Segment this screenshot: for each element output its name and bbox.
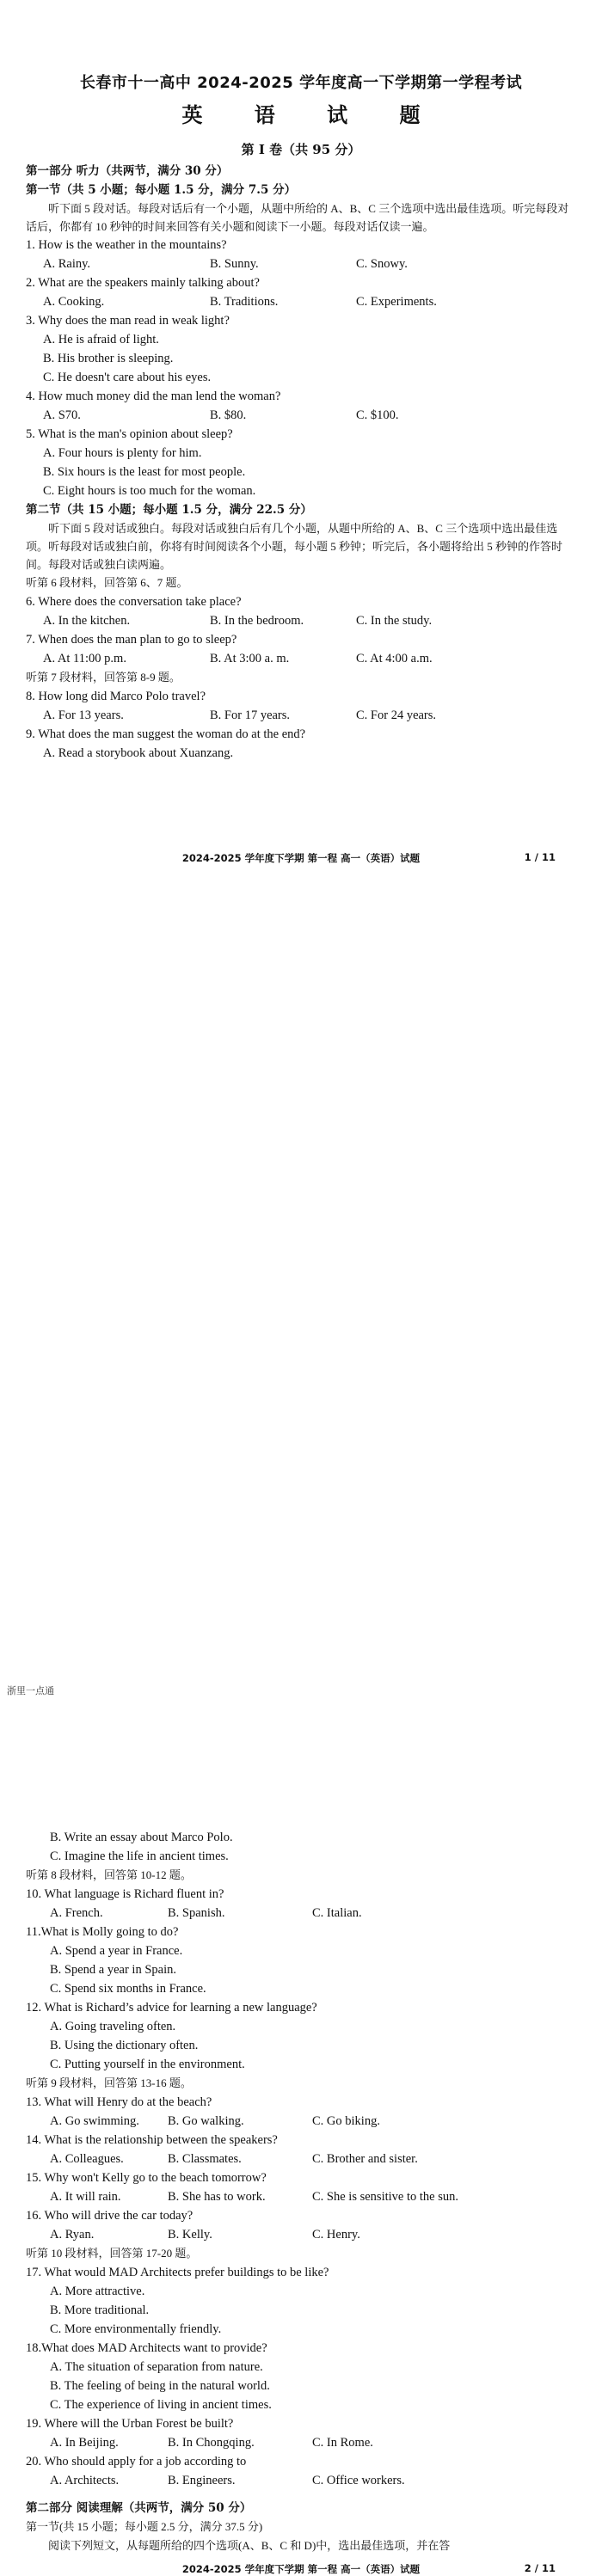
question: 10. What language is Richard fluent in? <box>26 1887 224 1901</box>
option-a: A. Read a storybook about Xuanzang. <box>43 746 234 760</box>
question: 18.What does MAD Architects want to provide? <box>26 2341 267 2355</box>
option-b: B. Spend a year in Spain. <box>50 1963 176 1977</box>
part2-instructions: 阅读下列短文，从每题所给的四个选项(A、B、C 和 D)中，选出最佳选项，并在答 <box>48 2539 451 2552</box>
question: 13. What will Henry do at the beach? <box>26 2095 212 2109</box>
option-b: B. Write an essay about Marco Polo. <box>50 1831 233 1844</box>
option-c: C. $100. <box>356 408 399 422</box>
part1-section2-heading: 第二节（共 15 小题；每小题 1.5 分，满分 22.5 分） <box>26 503 312 517</box>
option-c: C. Italian. <box>312 1906 362 1920</box>
option-a: A. Cooking. <box>43 295 105 309</box>
option-c: C. Henry. <box>312 2228 360 2242</box>
footer-text: 2024-2025 学年度下学期 第一程 高一（英语）试题 <box>181 852 421 864</box>
option-b: B. Spanish. <box>168 1906 225 1920</box>
option-a: A. More attractive. <box>50 2285 145 2298</box>
question: 1. How is the weather in the mountains? <box>26 238 227 252</box>
option-c: C. Putting yourself in the environment. <box>50 2058 245 2071</box>
page-number: 1 / 11 <box>524 851 556 863</box>
page-footer <box>26 2562 576 2576</box>
option-c: C. At 4:00 a.m. <box>356 652 433 665</box>
option-a: A. In the kitchen. <box>43 614 131 628</box>
question: 16. Who will drive the car today? <box>26 2209 194 2223</box>
option-row <box>26 292 576 311</box>
option-a: A. Ryan. <box>50 2228 95 2242</box>
option-a: A. In Beijing. <box>50 2436 119 2450</box>
option-a: A. Go swimming. <box>50 2114 139 2128</box>
question: 2. What are the speakers mainly talking about? <box>26 276 260 290</box>
option-b: B. Using the dictionary often. <box>50 2039 199 2052</box>
material-note: 听第 6 段材料，回答第 6、7 题。 <box>26 576 188 589</box>
option-c: C. More environmentally friendly. <box>50 2322 222 2336</box>
part1-section1-heading: 第一节（共 5 小题；每小题 1.5 分，满分 7.5 分） <box>26 183 297 197</box>
option-a: A. He is afraid of light. <box>43 333 159 347</box>
option-c: C. Go biking. <box>312 2114 380 2128</box>
option-b: B. Traditions. <box>210 295 279 309</box>
option-c: C. In the study. <box>356 614 433 628</box>
option-c: C. Eight hours is too much for the woman. <box>43 484 256 498</box>
option-b: B. In the bedroom. <box>210 614 304 628</box>
option-row <box>26 2187 576 2206</box>
option-b: B. More traditional. <box>50 2303 150 2317</box>
option-b: B. Sunny. <box>210 257 259 271</box>
option-b: B. At 3:00 a. m. <box>210 652 290 665</box>
option-row <box>26 2112 576 2131</box>
material-note: 听第 7 段材料，回答第 8-9 题。 <box>26 671 181 684</box>
option-row <box>26 255 576 273</box>
question: 11.What is Molly going to do? <box>26 1925 179 1939</box>
option-c: C. In Rome. <box>312 2436 373 2450</box>
option-c: C. He doesn't care about his eyes. <box>43 371 212 384</box>
part2-heading: 第二部分 阅读理解（共两节，满分 50 分） <box>26 2501 252 2515</box>
page-number: 2 / 11 <box>524 2562 556 2574</box>
option-row <box>26 1904 576 1923</box>
option-b: B. Six hours is the least for most people. <box>43 465 246 479</box>
option-row <box>26 611 576 630</box>
option-c: C. Snowy. <box>356 257 408 271</box>
option-b: B. Classmates. <box>168 2152 242 2166</box>
option-a: A. Four hours is plenty for him. <box>43 446 202 460</box>
option-a: A. French. <box>50 1906 103 1920</box>
exam-page-1 <box>0 0 602 894</box>
question: 12. What is Richard’s advice for learning a new language? <box>26 2001 317 2015</box>
option-a: A. Rainy. <box>43 257 91 271</box>
part2-section1-heading: 第一节(共 15 小题；每小题 2.5 分，满分 37.5 分) <box>26 2520 263 2533</box>
option-c: C. Spend six months in France. <box>50 1982 206 1996</box>
option-b: B. The feeling of being in the natural world. <box>50 2379 270 2393</box>
option-b: B. Engineers. <box>168 2474 236 2487</box>
material-note: 听第 8 段材料，回答第 10-12 题。 <box>26 1868 192 1881</box>
option-row <box>26 2225 576 2244</box>
option-c: C. The experience of living in ancient times. <box>50 2398 272 2412</box>
option-row <box>26 2433 576 2452</box>
question: 14. What is the relationship between the speakers? <box>26 2133 278 2147</box>
section1-instructions: 听下面 5 段对话。每段对话后有一个小题，从题中所给的 A、B、C 三个选项中选出最佳选项。听完每段对话后，你都有 10 秒钟的时间来回答有关小题和阅读下一小题。每段对话仅读一遍。 <box>26 202 569 233</box>
page-1-content <box>26 71 576 763</box>
option-row <box>26 2471 576 2490</box>
section2-instructions: 听下面 5 段对话或独白。每段对话或独白后有几个小题，从题中所给的 A、B、C 三个选项中选出最佳选项。听每段对话或独白前，你将有时间阅读各个小题，每小题 5 秒钟；听完后，各小题将给出 5 秒钟的作答时间。每段对话或独白读两遍。 <box>26 522 563 571</box>
option-c: C. Office workers. <box>312 2474 405 2487</box>
exam-page-2 <box>0 894 602 2575</box>
question: 6. Where does the conversation take place? <box>26 595 242 609</box>
exam-title: 长春市十一高中 2024-2025 学年度高一下学期第一学程考试 <box>79 74 523 92</box>
question: 8. How long did Marco Polo travel? <box>26 690 206 703</box>
option-b: B. For 17 years. <box>210 708 291 722</box>
volume-heading: 第 I 卷（共 95 分） <box>241 142 361 157</box>
option-a: A. At 11:00 p.m. <box>43 652 126 665</box>
question: 17. What would MAD Architects prefer buildings to be like? <box>26 2266 329 2279</box>
option-b: B. Go walking. <box>168 2114 244 2128</box>
question: 4. How much money did the man lend the woman? <box>26 389 281 403</box>
question: 5. What is the man's opinion about sleep? <box>26 427 233 441</box>
question: 15. Why won't Kelly go to the beach tomorrow? <box>26 2171 267 2185</box>
page-2-content <box>26 1828 576 2555</box>
option-b: B. In Chongqing. <box>168 2436 255 2450</box>
footer-text: 2024-2025 学年度下学期 第一程 高一（英语）试题 <box>181 2563 421 2575</box>
spacer <box>26 2490 576 2499</box>
option-c: C. Experiments. <box>356 295 437 309</box>
option-a: A. Architects. <box>50 2474 120 2487</box>
option-row <box>26 649 576 668</box>
option-a: A. Colleagues. <box>50 2152 124 2166</box>
question: 7. When does the man plan to go to sleep? <box>26 633 237 647</box>
option-b: B. She has to work. <box>168 2190 266 2204</box>
question: 19. Where will the Urban Forest be built? <box>26 2417 234 2431</box>
material-note: 听第 10 段材料，回答第 17-20 题。 <box>26 2247 198 2260</box>
part1-heading: 第一部分 听力（共两节，满分 30 分） <box>26 164 229 178</box>
option-a: A. It will rain. <box>50 2190 121 2204</box>
option-c: C. Imagine the life in ancient times. <box>50 1849 229 1863</box>
question: 20. Who should apply for a job according to <box>26 2455 247 2469</box>
option-row <box>26 2150 576 2168</box>
option-b: B. His brother is sleeping. <box>43 352 174 365</box>
option-c: C. Brother and sister. <box>312 2152 418 2166</box>
option-c: C. For 24 years. <box>356 708 437 722</box>
exam-subtitle: 英 语 试 题 <box>181 103 443 127</box>
page-footer <box>26 851 576 865</box>
option-a: A. For 13 years. <box>43 708 124 722</box>
option-a: A. The situation of separation from nature. <box>50 2360 263 2374</box>
option-a: A. Spend a year in France. <box>50 1944 183 1958</box>
option-row <box>26 706 576 725</box>
option-row <box>26 406 576 425</box>
question: 9. What does the man suggest the woman do at the end? <box>26 727 306 741</box>
option-b: B. Kelly. <box>168 2228 212 2242</box>
option-a: A. S70. <box>43 408 81 422</box>
option-b: B. $80. <box>210 408 247 422</box>
watermark-text: 浙里一点通 <box>7 1685 54 1696</box>
option-a: A. Going traveling often. <box>50 2020 176 2033</box>
option-c: C. She is sensitive to the sun. <box>312 2190 458 2204</box>
question: 3. Why does the man read in weak light? <box>26 314 230 328</box>
material-note: 听第 9 段材料，回答第 13-16 题。 <box>26 2076 192 2089</box>
